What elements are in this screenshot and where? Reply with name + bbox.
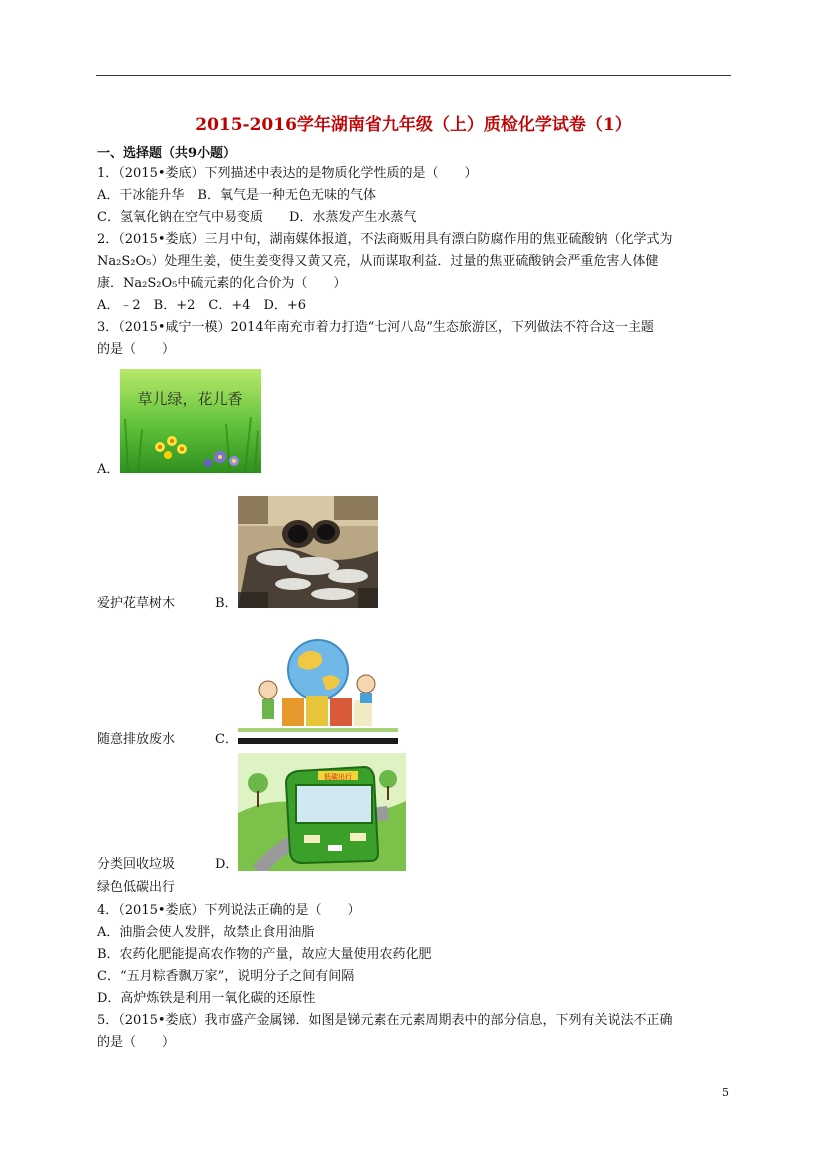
page-title: 2015-2016学年湖南省九年级（上）质检化学试卷（1） bbox=[195, 115, 632, 135]
q3-stem-line1: 3．（2015•咸宁一模）2014年南充市着力打造“七河八岛”生态旅游区，下列做法不符合这一主题 bbox=[97, 320, 654, 335]
q2-stem-line3: 康．Na₂S₂O₅中硫元素的化合价为（ ） bbox=[97, 276, 347, 291]
q2-stem-line2: Na₂S₂O₅）处理生姜，使生姜变得又黄又亮，从而谋取利益．过量的焦亚硫酸钠会严重危害人体健 bbox=[97, 254, 659, 269]
q4-option-c: C．“五月粽香飘万家”，说明分子之间有间隔 bbox=[97, 969, 355, 984]
q3-option-d-label: D． bbox=[215, 857, 239, 872]
q1-options-ab: A．干冰能升华 B．氧气是一种无色无味的气体 bbox=[97, 188, 376, 203]
q3-option-a-text: 爱护花草树木 bbox=[97, 596, 176, 611]
q3-option-c-text: 分类回收垃圾 bbox=[97, 857, 176, 872]
option-a-caption: 草儿绿，花儿香 bbox=[137, 390, 243, 408]
option-a-image bbox=[120, 369, 261, 473]
q5-stem-line2: 的是（ ） bbox=[97, 1035, 176, 1050]
q1-stem: 1．（2015•娄底）下列描述中表达的是物质化学性质的是（ ） bbox=[97, 166, 478, 181]
page-number: 5 bbox=[722, 1086, 729, 1099]
q4-option-d: D．高炉炼铁是利用一氧化碳的还原性 bbox=[97, 991, 316, 1006]
q2-options: A．﹣2 B．+2 C．+4 D．+6 bbox=[97, 298, 307, 313]
option-d-image bbox=[238, 753, 406, 871]
green-bus-illustration bbox=[238, 753, 406, 871]
bus-destination-sign: 低碳出行 bbox=[324, 773, 352, 781]
recycling-globe-illustration bbox=[238, 630, 398, 744]
q4-option-b: B．农药化肥能提高农作物的产量，故应大量使用农药化肥 bbox=[97, 947, 432, 962]
header-rule bbox=[96, 75, 731, 76]
q3-stem-line2: 的是（ ） bbox=[97, 342, 176, 357]
q3-option-b-label: B． bbox=[215, 596, 238, 611]
q2-stem-line1: 2．（2015•娄底）三月中旬，湖南媒体报道，不法商贩用具有漂白防腐作用的焦亚硫酸钠（化学式为 bbox=[97, 232, 673, 247]
q3-option-b-text: 随意排放废水 bbox=[97, 732, 176, 747]
wastewater-pipe-photo bbox=[238, 496, 378, 608]
globe bbox=[288, 640, 348, 700]
option-c-image bbox=[238, 630, 398, 744]
bins bbox=[282, 696, 372, 726]
bus bbox=[286, 767, 378, 863]
q4-option-a: A．油脂会使人发胖，故禁止食用油脂 bbox=[97, 925, 315, 940]
q3-option-a-label: A． bbox=[97, 462, 120, 477]
q3-option-d-text: 绿色低碳出行 bbox=[97, 880, 176, 895]
q3-option-c-label: C． bbox=[215, 732, 238, 747]
q4-stem: 4．（2015•娄底）下列说法正确的是（ ） bbox=[97, 903, 361, 918]
section-heading: 一、选择题（共9小题） bbox=[97, 146, 237, 161]
option-b-image bbox=[238, 496, 378, 608]
q5-stem-line1: 5．（2015•娄底）我市盛产金属锑．如图是锑元素在元素周期表中的部分信息，下列有关说法不正确 bbox=[97, 1013, 673, 1028]
q1-options-cd: C．氢氧化钠在空气中易变质 D．水蒸发产生水蒸气 bbox=[97, 210, 417, 225]
grass-flowers-illustration bbox=[120, 369, 261, 473]
